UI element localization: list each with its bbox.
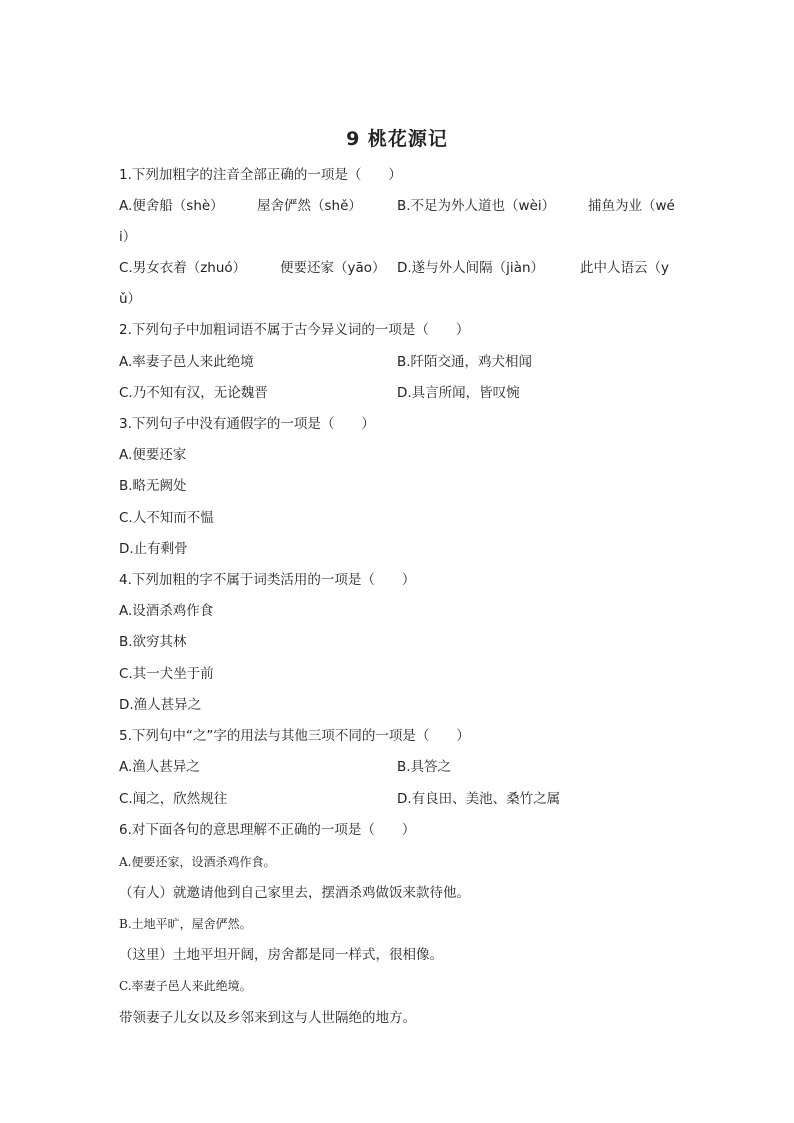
q1-option-c2: 便要还家（yāo）: [280, 260, 386, 276]
q6-option-c-translation: 带领妻子儿女以及乡邻来到这与人世隔绝的地方。: [119, 1010, 416, 1026]
q1-stem: 1.下列加粗字的注音全部正确的一项是（ ）: [119, 167, 402, 183]
q1-option-b1: B.不足为外人道也（wèi）: [397, 198, 556, 214]
q3-option-b: B.略无阙处: [119, 478, 187, 494]
q3-stem: 3.下列句子中没有通假字的一项是（ ）: [119, 416, 375, 432]
q6-option-c: C.率妻子邑人来此绝境。: [119, 979, 252, 993]
q6-option-b: B.土地平旷，屋舍俨然。: [119, 917, 252, 931]
q6-option-b-translation: （这里）土地平坦开阔，房舍都是同一样式，很相像。: [119, 947, 443, 963]
q4-option-d: D.渔人甚异之: [119, 697, 202, 713]
q1-option-a2: 屋舍俨然（shě）: [257, 198, 362, 214]
q6-option-a: A.便要还家，设酒杀鸡作食。: [119, 855, 276, 869]
q1-option-b3: i）: [119, 229, 137, 245]
q4-stem: 4.下列加粗的字不属于词类活用的一项是（ ）: [119, 572, 416, 588]
q1-option-b2: 捕鱼为业（wé: [588, 198, 675, 214]
q2-option-c: C.乃不知有汉，无论魏晋: [119, 385, 268, 401]
q4-option-a: A.设酒杀鸡作食: [119, 603, 214, 619]
q5-stem: 5.下列句中“之”字的用法与其他三项不同的一项是（ ）: [119, 728, 470, 744]
q5-option-d: D.有良田、美池、桑竹之属: [397, 791, 561, 807]
q5-option-c: C.闻之，欣然规往: [119, 791, 228, 807]
q5-option-a: A.渔人甚异之: [119, 759, 200, 775]
q6-stem: 6.对下面各句的意思理解不正确的一项是（ ）: [119, 822, 416, 838]
q2-option-d: D.具言所闻，皆叹惋: [397, 385, 520, 401]
q4-option-c: C.其一犬坐于前: [119, 666, 214, 682]
q1-option-a1: A.便舍船（shè）: [119, 198, 224, 214]
q2-option-b: B.阡陌交通，鸡犬相闻: [397, 354, 533, 370]
q4-option-b: B.欲穷其林: [119, 634, 187, 650]
q5-option-b: B.具答之: [397, 759, 452, 775]
q3-option-d: D.止有剩骨: [119, 541, 188, 557]
q2-option-a: A.率妻子邑人来此绝境: [119, 354, 254, 370]
page-title: 9 桃花源记: [346, 128, 448, 150]
q1-option-d2: 此中人语云（y: [580, 260, 669, 276]
q1-option-d1: D.遂与外人间隔（jiàn）: [397, 260, 545, 276]
q3-option-a: A.便要还家: [119, 447, 187, 463]
q6-option-a-translation: （有人）就邀请他到自己家里去，摆酒杀鸡做饭来款待他。: [119, 885, 470, 901]
q1-option-d3: ǔ）: [119, 291, 142, 307]
q2-stem: 2.下列句子中加粗词语不属于古今异义词的一项是（ ）: [119, 322, 470, 338]
q1-option-c1: C.男女衣着（zhuó）: [119, 260, 247, 276]
q3-option-c: C.人不知而不愠: [119, 510, 214, 526]
